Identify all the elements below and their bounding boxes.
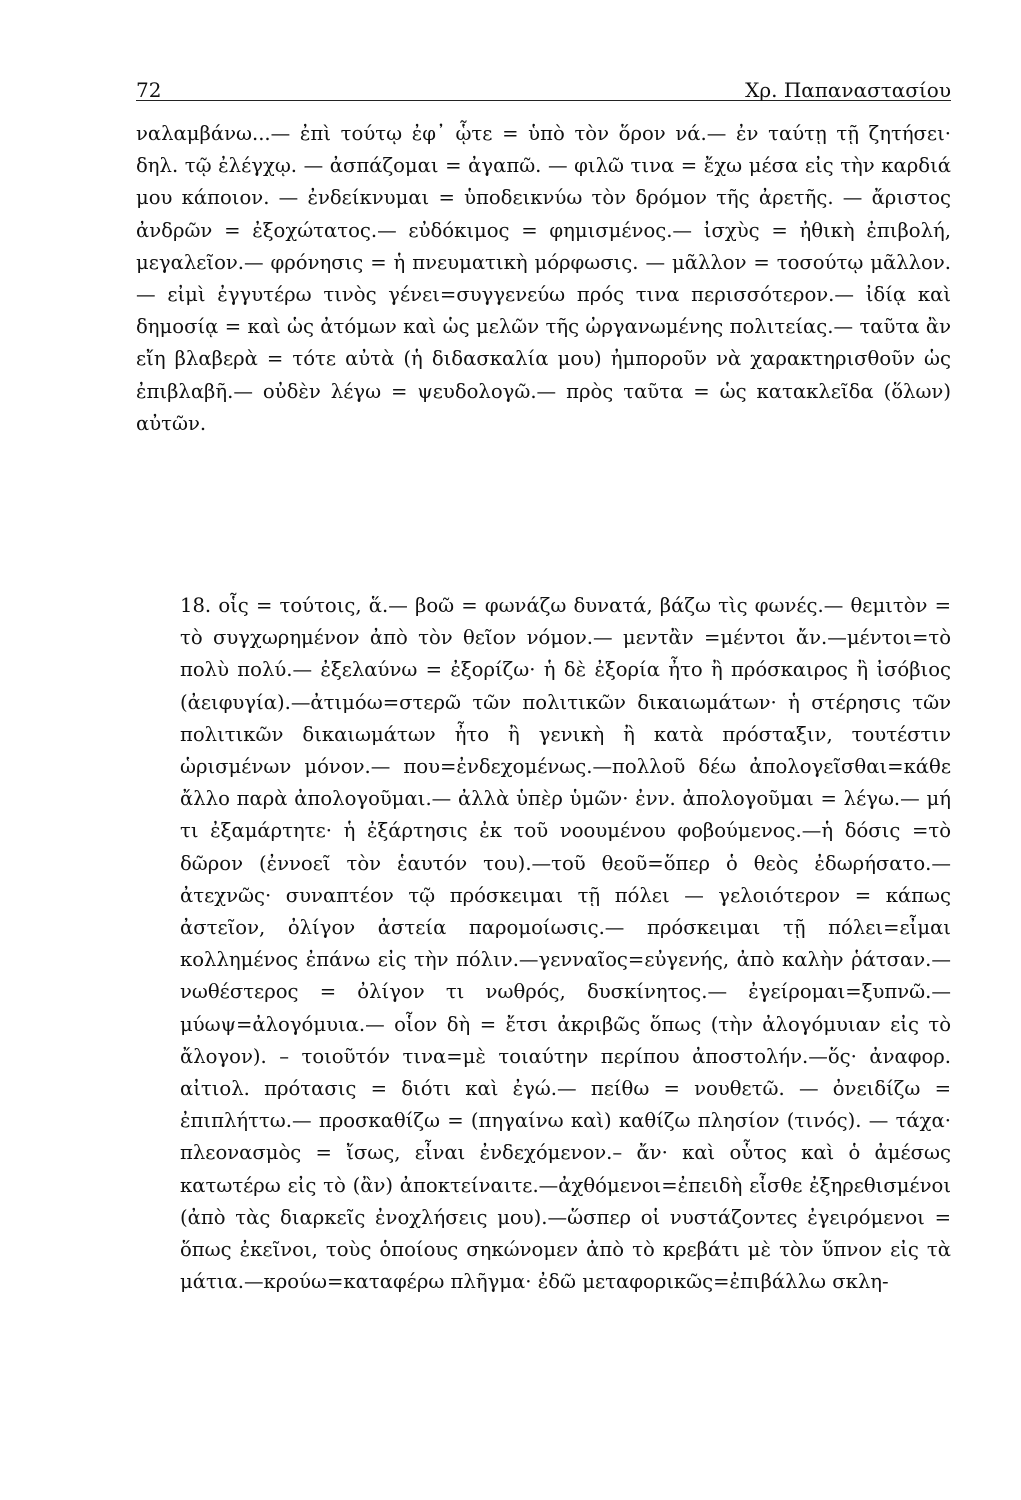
- paragraph-text: 18. οἷς = τούτοις, ἅ.— βοῶ = φωνάζω δυνατά, βάζω τὶς φωνές.— θεμιτὸν = τὸ συγχωρημένον ἀπὸ τὸν θεῖον νόμον.— μεντἂν =μέντοι ἄν.—μέντοι=τὸ πολὺ πολύ.— ἐξελαύνω = ἐξορίζω· ἡ δὲ ἐξορία ἦτο ἢ πρόσκαιρος ἢ ἰσόβιος (ἀειφυγία).—ἀτιμόω=στερῶ τῶν πολιτικῶν δικαιωμάτων· ἡ στέρησις τῶν πολιτικῶν δικαιωμάτων ἦτο ἢ γενικὴ ἢ κατὰ πρόσταξιν, τουτέστιν ὡρισμένων μόνον.— που=ἐνδεχομένως.—πολλοῦ δέω ἀπολογεῖσθαι=κάθε ἄλλο παρὰ ἀπολογοῦμαι.— ἀλλὰ ὑπὲρ ὑμῶν· ἐνν. ἀπολογοῦμαι = λέγω.— μή τι ἐξαμάρτητε· ἡ ἐξάρτησις ἐκ τοῦ νοουμένου φοβούμενος.—ἡ δόσις =τὸ δῶρον (ἐννοεῖ τὸν ἑαυτόν του).—τοῦ θεοῦ=ὅπερ ὁ θεὸς ἐδωρήσατο.—ἀτεχνῶς· συναπτέον τῷ πρόσκειμαι τῇ πόλει — γελοιότερον = κάπως ἀστεῖον, ὀλίγον ἀστεία παρομοίωσις.— πρόσκειμαι τῇ πόλει=εἶμαι κολλημένος ἐπάνω εἰς τὴν πόλιν.—γενναῖος=εὐγενής, ἀπὸ καλὴν ῥάτσαν.—νωθέστερος = ὀλίγον τι νωθρός, δυσκίνητος.— ἐγείρομαι=ξυπνῶ.— μύωψ=ἀλογόμυια.— οἷον δὴ = ἔτσι ἀκριβῶς ὅπως (τὴν ἀλογόμυιαν εἰς τὸ ἄλογον). – τοιοῦτόν τινα=μὲ τοιαύτην περίπου ἀποστολήν.—ὅς· ἀναφορ. αἰτιολ. πρότασις = διότι καὶ ἐγώ.— πείθω = νουθετῶ. — ὀνειδίζω = ἐπιπλήττω.— προσκαθίζω = (πηγαίνω καὶ) καθίζω πλησίον (τινός). — τάχα· πλεονασμὸς = ἴσως, εἶναι ἐνδεχόμενον.– ἄν· καὶ οὗτος καὶ ὁ ἀμέσως κατωτέρω εἰς τὸ (ἂν) ἀποκτείναιτε.—ἀχθόμενοι=ἐπειδὴ εἶσθε ἐξηρεθισμένοι (ἀπὸ τὰς διαρκεῖς ἐνοχλήσεις μου).—ὥσπερ οἱ νυστάζοντες ἐγειρόμενοι = ὅπως ἐκεῖνοι, τοὺς ὁποίους σηκώνομεν ἀπὸ τὸ κρεβάτι μὲ τὸν ὕπνον εἰς τὰ μάτια.—κρούω=καταφέρω πλῆγμα· ἐδῶ μεταφορικῶς=ἐπιβάλλω σκλη-: [180, 594, 951, 1294]
- page-number: 72: [136, 78, 162, 102]
- running-title: Χρ. Παπαναστασίου: [745, 78, 951, 102]
- page-header: [136, 70, 951, 101]
- paragraph-glossary-1: ναλαμβάνω...— ἐπὶ τούτῳ ἐφ᾽ ᾧτε = ὑπὸ τὸν ὅρον νά.— ἐν ταύτῃ τῇ ζητήσει· δηλ. τῷ ἐλέγχῳ. — ἀσπάζομαι = ἀγαπῶ. — φιλῶ τινα = ἔχω μέσα εἰς τὴν καρδιά μου κάποιον. — ἐνδείκνυμαι = ὑποδεικνύω τὸν δρόμον τῆς ἀρετῆς. — ἄριστος ἀνδρῶν = ἐξοχώτατος.— εὐδόκιμος = φημισμένος.— ἰσχὺς = ἠθικὴ ἐπιβολή, μεγαλεῖον.— φρόνησις = ἡ πνευματικὴ μόρφωσις. — μᾶλλον = τοσούτῳ μᾶλλον.— εἰμὶ ἐγγυτέρω τινὸς γένει=συγγενεύω πρός τινα περισσότερον.— ἰδίᾳ καὶ δημοσίᾳ = καὶ ὡς ἀτόμων καὶ ὡς μελῶν τῆς ὠργανωμένης πολιτείας.— ταῦτα ἂν εἴη βλαβερὰ = τότε αὐτὰ (ἡ διδασκαλία μου) ἠμποροῦν νὰ χαρακτηρισθοῦν ὡς ἐπιβλαβῆ.— οὐδὲν λέγω = ψευδολογῶ.— πρὸς ταῦτα = ὡς κατακλεῖδα (ὅλων) αὐτῶν.: [136, 122, 951, 435]
- paragraph-glossary-18: [136, 590, 951, 1298]
